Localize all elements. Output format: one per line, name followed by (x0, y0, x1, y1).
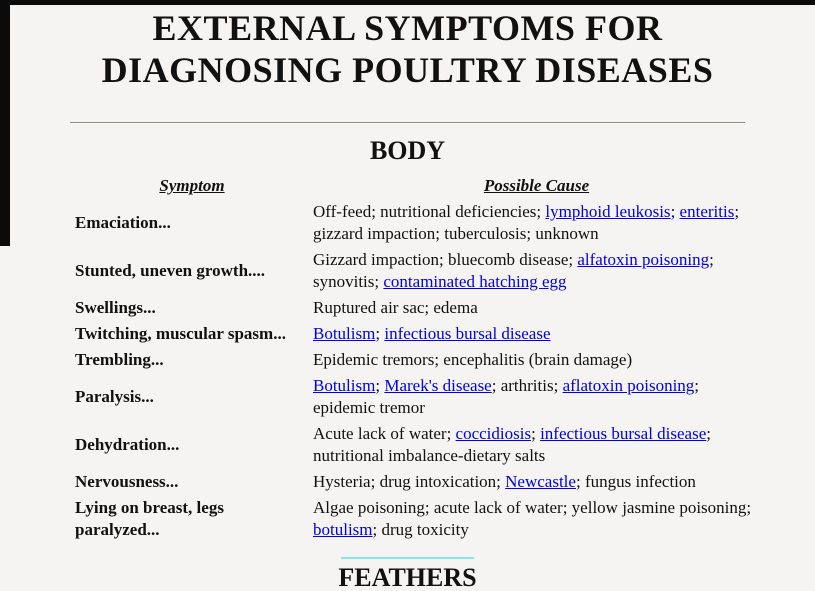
cause-cell (313, 296, 760, 320)
table-header-row (73, 174, 760, 198)
symptom-table (71, 172, 762, 544)
cause-link[interactable]: Botulism (313, 324, 376, 343)
cause-cell (313, 322, 760, 346)
window-left-bar (0, 0, 10, 246)
cause-text: Acute lack of water; (313, 424, 456, 443)
cause-column-header: Possible Cause (483, 176, 590, 195)
cause-text: Epidemic tremors; encephalitis (brain damage) (313, 350, 633, 369)
cause-link[interactable]: lymphoid leukosis (545, 202, 671, 221)
cause-link[interactable]: infectious bursal disease (540, 424, 707, 443)
cause-text: ; drug toxicity (372, 520, 469, 539)
section-heading-body: BODY (369, 136, 446, 165)
symptom-cell: Trembling... (75, 350, 164, 369)
table-row (73, 496, 760, 542)
table-row (73, 296, 760, 320)
page-title (58, 7, 758, 91)
cause-link[interactable]: Marek's disease (384, 376, 492, 395)
table-row (73, 248, 760, 294)
table-row (73, 422, 760, 468)
cause-text: ; (531, 424, 541, 443)
symptom-table-body (73, 200, 760, 542)
table-row (73, 374, 760, 420)
horizontal-rule (70, 122, 745, 124)
page-title-line-2: DIAGNOSING POULTRY DISEASES (101, 50, 714, 90)
cause-cell (313, 470, 760, 494)
table-row (73, 200, 760, 246)
cause-text: ; arthritis; (491, 376, 563, 395)
cause-link[interactable]: Newcastle (505, 472, 576, 491)
cause-link[interactable]: aflatoxin poisoning (562, 376, 695, 395)
cause-link[interactable]: contaminated hatching egg (383, 272, 567, 291)
section-divider-line (341, 557, 474, 559)
cause-link[interactable]: botulism (313, 520, 373, 539)
section-heading-feathers: FEATHERS (338, 563, 477, 591)
cause-text: Hysteria; drug intoxication; (313, 472, 506, 491)
cause-cell (313, 496, 760, 542)
symptom-column-header: Symptom (159, 176, 225, 195)
cause-text: ; synovitis; (313, 250, 714, 291)
cause-text: ; epidemic tremor (313, 376, 700, 417)
table-row (73, 348, 760, 372)
cause-cell (313, 374, 760, 420)
symptom-cell: Dehydration... (75, 435, 180, 454)
cause-link[interactable]: alfatoxin poisoning (577, 250, 710, 269)
symptom-cell: Emaciation... (75, 213, 171, 232)
cause-text: ; (375, 324, 385, 343)
page-title-line-1: EXTERNAL SYMPTOMS FOR (152, 8, 663, 48)
cause-cell (313, 422, 760, 468)
symptom-cell: Paralysis... (75, 387, 154, 406)
cause-cell (313, 248, 760, 294)
cause-link[interactable]: enteritis (679, 202, 735, 221)
cause-text: Ruptured air sac; edema (313, 298, 478, 317)
cause-text: Algae poisoning; acute lack of water; yellow jasmine poisoning; (313, 498, 752, 517)
cause-link[interactable]: coccidiosis (455, 424, 532, 443)
symptom-cell: Nervousness... (75, 472, 179, 491)
cause-cell (313, 200, 760, 246)
cause-text: ; fungus infection (575, 472, 696, 491)
cause-text: ; nutritional imbalance-dietary salts (313, 424, 711, 465)
symptom-cell: Stunted, uneven growth.... (75, 261, 266, 280)
cause-text: Off-feed; nutritional deficiencies; (313, 202, 546, 221)
symptom-cell: Swellings... (75, 298, 156, 317)
cause-text: Gizzard impaction; bluecomb disease; (313, 250, 578, 269)
symptom-cell: Lying on breast, legs paralyzed... (75, 498, 224, 539)
table-row (73, 322, 760, 346)
symptom-cell: Twitching, muscular spasm... (75, 324, 286, 343)
cause-text: ; gizzard impaction; tuberculosis; unknown (313, 202, 740, 243)
cause-link[interactable]: Botulism (313, 376, 376, 395)
cause-text: ; (375, 376, 385, 395)
window-top-strip (0, 0, 815, 5)
table-row (73, 470, 760, 494)
cause-cell (313, 348, 760, 372)
cause-link[interactable]: infectious bursal disease (384, 324, 551, 343)
cause-text: ; (670, 202, 680, 221)
